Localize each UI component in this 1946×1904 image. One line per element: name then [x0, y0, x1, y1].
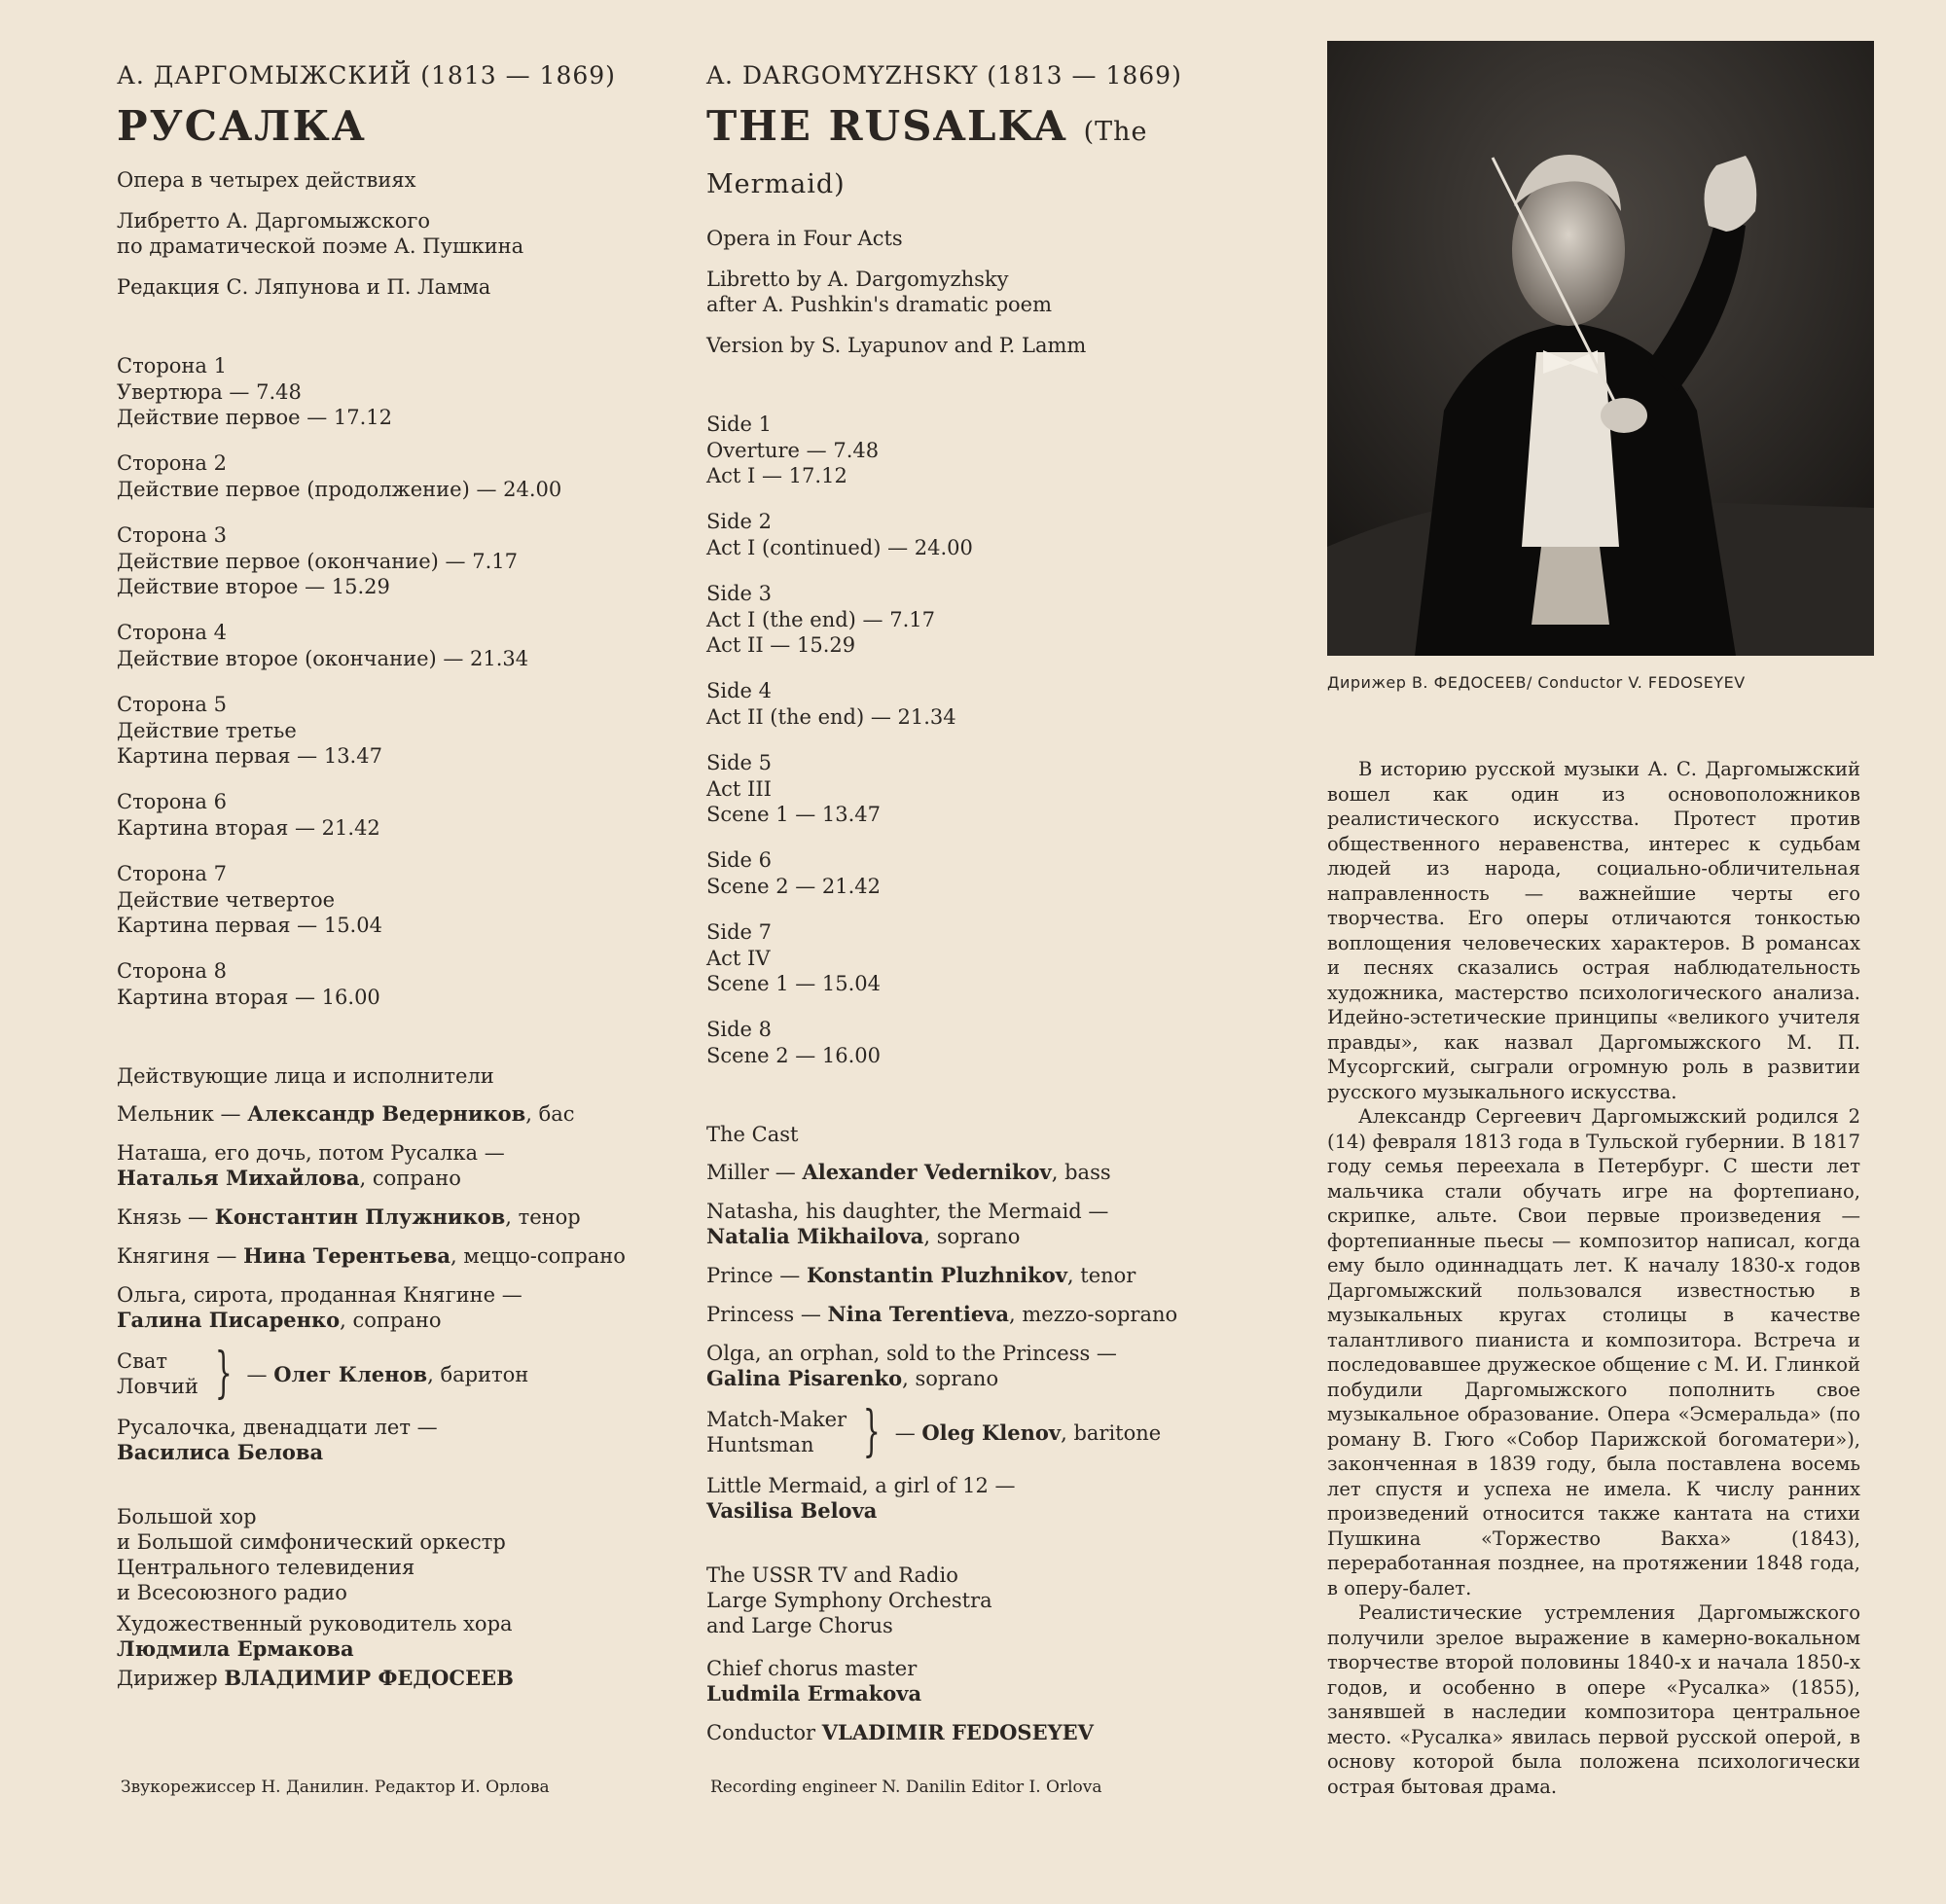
dash: —: [894, 1420, 922, 1445]
voice-type: , сопрано: [340, 1309, 442, 1332]
ensemble-line: The USSR TV and Radio: [706, 1563, 958, 1587]
chorus-master-label: Chief chorus master: [706, 1657, 918, 1680]
side-heading: Side 1: [706, 413, 773, 436]
track-line: Act II — 15.29: [706, 633, 856, 657]
opera-title-text: THE RUSALKA: [706, 102, 1067, 150]
track-line: Scene 1 — 15.04: [706, 972, 882, 995]
conductor-label: Дирижер: [117, 1667, 225, 1690]
performer-name: Наталья Михайлова: [117, 1166, 360, 1190]
chorus-master-name: Людмила Ермакова: [117, 1636, 354, 1661]
role-name: Ольга, сирота, проданная Княгине —: [117, 1283, 523, 1307]
role-name: Natasha, his daughter, the Mermaid —: [706, 1200, 1109, 1223]
performer-name: Олег Кленов: [273, 1361, 428, 1386]
side-heading: Сторона 7: [117, 862, 227, 885]
voice-type: , mezzo-soprano: [1009, 1303, 1178, 1326]
side-list: [117, 352, 662, 1010]
role-name: Little Mermaid, a girl of 12 —: [706, 1474, 1016, 1497]
russian-column: [117, 58, 662, 1691]
role-name: Сват: [117, 1349, 168, 1373]
brace-roles: [706, 1407, 847, 1457]
track-line: Действие первое (продолжение) — 24.00: [117, 478, 562, 501]
ensemble-line: Большой хор: [117, 1505, 257, 1528]
performer-name: Natalia Mikhailova: [706, 1224, 924, 1248]
opera-subtitle: (The Mermaid): [706, 117, 1148, 199]
brace-roles: [117, 1348, 198, 1399]
role-name: Olga, an orphan, sold to the Princess —: [706, 1342, 1117, 1365]
cast-heading: Действующие лица и исполнители: [117, 1064, 494, 1088]
side-block: [706, 677, 1251, 730]
side-block: [117, 691, 662, 769]
side-block: [706, 749, 1251, 827]
side-heading: Side 6: [706, 848, 773, 872]
libretto-block: [706, 267, 1251, 317]
performer-name: Галина Писаренко: [117, 1308, 341, 1332]
voice-type: , tenor: [1066, 1264, 1136, 1287]
voice-type: , сопрано: [359, 1167, 461, 1190]
intro-line: по драматической поэме А. Пушкина: [117, 234, 524, 258]
side-heading: Сторона 4: [117, 621, 227, 644]
intro-line: Опера в четырех действиях: [117, 168, 416, 192]
track-line: Scene 2 — 21.42: [706, 875, 882, 898]
side-block: [706, 580, 1251, 658]
performer-name: Oleg Klenov: [921, 1419, 1062, 1445]
track-line: Act III: [706, 777, 772, 801]
intro-line: Version by S. Lyapunov and P. Lamm: [706, 334, 1087, 357]
performer-name: Nina Terentieva: [827, 1302, 1009, 1326]
cast-heading: The Cast: [706, 1123, 799, 1146]
side-heading: Side 8: [706, 1018, 773, 1041]
voice-type: , бас: [525, 1102, 575, 1126]
role-name: Ловчий: [117, 1375, 198, 1398]
side-block: [706, 1016, 1251, 1068]
ensemble-line: и Всесоюзного радио: [117, 1581, 347, 1604]
side-heading: Сторона 1: [117, 354, 227, 377]
track-line: Действие третье: [117, 719, 297, 742]
conductor-name: VLADIMIR FEDOSEYEV: [821, 1720, 1094, 1744]
side-heading: Side 3: [706, 582, 773, 605]
side-heading: Side 7: [706, 920, 773, 944]
cast-entry: [117, 1282, 662, 1333]
conductor-name: ВЛАДИМИР ФЕДОСЕЕВ: [224, 1666, 514, 1690]
role-name: Miller —: [706, 1161, 803, 1184]
track-line: Act I — 17.12: [706, 464, 847, 487]
track-line: Действие четвертое: [117, 888, 336, 912]
opera-title: [117, 103, 662, 150]
photo-caption: Дирижер В. ФЕДОСЕЕВ/ Conductor V. FEDOSEYEV: [1327, 673, 1746, 692]
conductor-line: [117, 1666, 662, 1691]
performer-name: Vasilisa Belova: [706, 1498, 878, 1523]
cast-entry: [117, 1140, 662, 1191]
role-name: Prince —: [706, 1264, 807, 1287]
track-line: Увертюра — 7.48: [117, 380, 302, 404]
track-line: Act II (the end) — 21.34: [706, 705, 956, 729]
performer-name: Alexander Vedernikov: [802, 1160, 1052, 1184]
dash: —: [246, 1362, 274, 1386]
conductor-label: Conductor: [706, 1721, 822, 1744]
english-column: [706, 58, 1251, 1745]
role-name: Князь —: [117, 1205, 215, 1229]
role-name: Княгиня —: [117, 1244, 244, 1268]
ensemble-line: Центрального телевидения: [117, 1556, 415, 1579]
conductor-illustration: [1327, 41, 1874, 656]
brace-performer: [895, 1420, 1162, 1445]
side-block: [117, 619, 662, 671]
cast-entry: [706, 1199, 1251, 1249]
intro-line: Opera in Four Acts: [706, 227, 903, 250]
side-block: [706, 846, 1251, 899]
role-name: Русалочка, двенадцати лет —: [117, 1416, 438, 1439]
side-heading: Сторона 6: [117, 790, 227, 813]
intro-line: Редакция С. Ляпунова и П. Ламма: [117, 275, 491, 299]
side-block: [117, 957, 662, 1010]
track-line: Act IV: [706, 947, 771, 970]
role-name: Наташа, его дочь, потом Русалка —: [117, 1141, 505, 1165]
photo-column: [1327, 41, 1874, 692]
intro-line: Libretto by A. Dargomyzhsky: [706, 268, 1009, 291]
cast-section: [117, 1062, 662, 1465]
voice-type: , баритон: [427, 1362, 529, 1386]
side-block: [706, 411, 1251, 488]
brace-performer: [247, 1362, 529, 1386]
credits-ru: Звукорежиссер Н. Данилин. Редактор И. Орлова: [121, 1778, 550, 1797]
track-line: Scene 2 — 16.00: [706, 1044, 882, 1067]
opera-title-text: РУСАЛКА: [117, 102, 367, 150]
chorus-master-label: Художественный руководитель хора: [117, 1612, 513, 1635]
ensemble-block: [117, 1504, 662, 1691]
track-line: Действие первое (окончание) — 7.17: [117, 550, 518, 573]
biography-article: [1327, 757, 1860, 1799]
voice-type: , bass: [1051, 1161, 1111, 1184]
side-block: [706, 508, 1251, 560]
cast-entry: [117, 1243, 662, 1269]
performer-name: Galina Pisarenko: [706, 1366, 903, 1390]
cast-entry: [706, 1263, 1251, 1288]
opera-title: [706, 103, 1251, 208]
ensemble-line: and Large Chorus: [706, 1614, 893, 1637]
track-line: Act I (continued) — 24.00: [706, 536, 973, 559]
role-name: Princess —: [706, 1303, 828, 1326]
cast-entry: [706, 1160, 1251, 1185]
cast-entry: [117, 1415, 662, 1465]
brace-glyph: }: [862, 1400, 881, 1463]
performer-name: Василиса Белова: [117, 1440, 324, 1464]
side-block: [117, 521, 662, 599]
article-paragraph: В историю русской музыки А. С. Даргомыжский вошел как один из основоположников реалистического искусства. Протест против общественного неравенства, интерес к судьбам людей из народа, социально-обличительная направленность — важнейшие черты его творчества. Его оперы отличаются тонкостью воплощения человеческих характеров. В романсах и песнях сказались острая наблюдательность художника, мастерство психологического анализа. Идейно-эстетические принципы «великого учителя правды», как назвал Даргомыжского М. П. Мусоргский, сыграли огромную роль в развитии русского музыкального искусства.: [1327, 758, 1860, 1103]
track-line: Действие второе — 15.29: [117, 575, 390, 598]
cast-entry: [706, 1302, 1251, 1327]
performer-name: Нина Терентьева: [243, 1243, 451, 1268]
side-block: [117, 788, 662, 841]
voice-type: , меццо-сопрано: [450, 1244, 626, 1268]
conductor-line: [706, 1720, 1251, 1745]
side-heading: Сторона 8: [117, 959, 227, 983]
performer-name: Konstantin Pluzhnikov: [806, 1263, 1067, 1287]
track-line: Действие первое — 17.12: [117, 406, 393, 429]
voice-type: , тенор: [505, 1205, 581, 1229]
track-line: Картина первая — 13.47: [117, 744, 382, 768]
track-line: Scene 1 — 13.47: [706, 803, 882, 826]
cast-entry-brace: [706, 1400, 1251, 1463]
side-heading: Сторона 5: [117, 693, 227, 716]
intro-line: Либретто А. Даргомыжского: [117, 209, 431, 233]
side-heading: Сторона 2: [117, 451, 227, 475]
ensemble-block: [706, 1563, 1251, 1745]
side-heading: Side 5: [706, 751, 773, 774]
role-name: Huntsman: [706, 1433, 814, 1456]
article-paragraph: Александр Сергеевич Даргомыжский родился 2 (14) февраля 1813 года в Тульской губернии. В 1817 году семья переехала в Петербург. С шести лет мальчика стали обучать игре на фортепиано, скрипке, альте. Свои первые произведения — фортепианные пьесы — композитор написал, когда ему было одиннадцать лет. К началу 1830-х годов Даргомыжский пользовался известностью в музыкальных кругах столицы в качестве талантливого пианиста и композитора. Встреча и последовавшее дружеское общение с М. И. Глинкой побудили Даргомыжского пополнить свое музыкальное образование. Опера «Эсмеральда» (по роману В. Гюго «Собор Парижской богоматери»), законченная в 1839 году, была поставлена восемь лет спустя и успеха не имела. К числу ранних произведений относится также кантата на стихи Пушкина «Торжество Вакха» (1843), переработанная позднее, на протяжении 1848 года, в оперу-балет.: [1327, 1105, 1860, 1599]
voice-type: , soprano: [902, 1367, 999, 1390]
performer-name: Константин Плужников: [214, 1204, 506, 1229]
article-paragraph: Реалистические устремления Даргомыжского получили зрелое выражение в камерно-вокальном творчестве второй половины 1840-х и начала 1850-х годов, и особенно в опере «Русалка» (1855), занявшей в наследии композитора центральное место. «Русалка» явилась первой русской оперой, в основу которой была положена психологически острая бытовая драма.: [1327, 1601, 1860, 1798]
track-line: Act I (the end) — 7.17: [706, 608, 935, 631]
intro-line: after A. Pushkin's dramatic poem: [706, 293, 1052, 316]
voice-type: , baritone: [1061, 1420, 1162, 1445]
track-line: Картина первая — 15.04: [117, 914, 382, 937]
chorus-master-name: Ludmila Ermakova: [706, 1681, 922, 1706]
cast-entry: [117, 1204, 662, 1230]
side-block: [117, 352, 662, 430]
credits-en: Recording engineer N. Danilin Editor I. Orlova: [710, 1778, 1102, 1797]
track-line: Картина вторая — 16.00: [117, 986, 380, 1009]
cast-section: [706, 1121, 1251, 1524]
ensemble-line: Large Symphony Orchestra: [706, 1589, 992, 1612]
composer-heading: A. DARGOMYZHSKY (1813 — 1869): [706, 61, 1182, 90]
track-line: Overture — 7.48: [706, 439, 880, 462]
side-heading: Side 4: [706, 679, 773, 702]
ensemble-line: и Большой симфонический оркестр: [117, 1530, 506, 1554]
cast-entry: [706, 1473, 1251, 1524]
side-heading: Сторона 3: [117, 523, 227, 547]
track-line: Картина вторая — 21.42: [117, 816, 380, 840]
performer-name: Александр Ведерников: [247, 1101, 526, 1126]
voice-type: , soprano: [923, 1225, 1021, 1248]
side-heading: Side 2: [706, 510, 773, 533]
cast-entry: [706, 1341, 1251, 1391]
role-name: Match-Maker: [706, 1408, 847, 1431]
side-block: [706, 918, 1251, 996]
libretto-block: [117, 208, 662, 259]
brace-glyph: }: [214, 1342, 233, 1405]
role-name: Мельник —: [117, 1102, 248, 1126]
cast-entry: [117, 1101, 662, 1127]
side-block: [117, 860, 662, 938]
track-line: Действие второе (окончание) — 21.34: [117, 647, 529, 670]
composer-heading: А. ДАРГОМЫЖСКИЙ (1813 — 1869): [117, 61, 616, 90]
side-block: [117, 449, 662, 502]
cast-entry-brace: [117, 1342, 662, 1405]
conductor-photo: [1327, 41, 1874, 656]
side-list: [706, 411, 1251, 1068]
